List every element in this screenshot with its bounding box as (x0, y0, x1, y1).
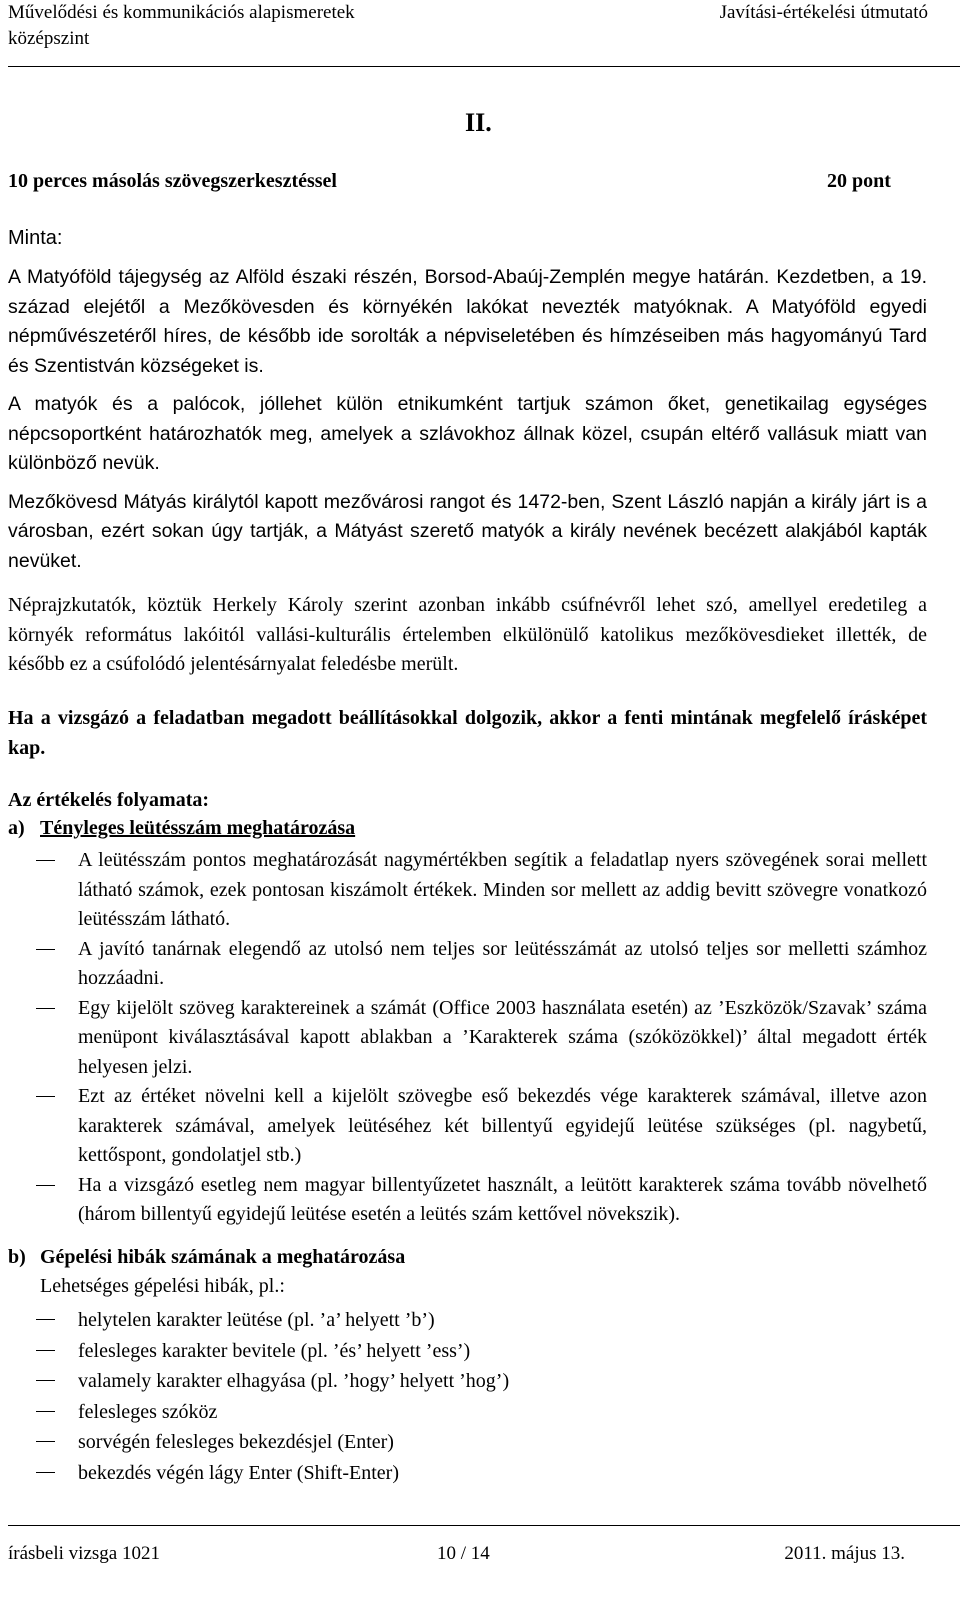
sample-paragraph: A Matyóföld tájegység az Alföld északi részén, Borsod-Abaúj-Zemplén megye határán. Kezdetben, a 19. század elejétől a Mezőkövesden és környékén lakókat nevezték matyóknak. A Matyóföld egyedi népművészetéről híres, de később ide sorolták a népviseletében és hímzéseiben más hagyományú Tard és Szentistván községeket is. (8, 266, 927, 377)
list-item (8, 994, 927, 1083)
list-item (8, 846, 927, 935)
dash-bullet-icon (36, 1411, 55, 1412)
list-item (8, 1305, 927, 1336)
list-item-text: felesleges szóköz (78, 1400, 218, 1423)
dash-bullet-icon (36, 1185, 55, 1186)
header-right: Javítási-értékelési útmutató (719, 2, 928, 23)
task-points: 20 pont (827, 170, 891, 192)
dash-bullet-icon (36, 949, 55, 950)
list-item-text: bekezdés végén lágy Enter (Shift-Enter) (78, 1461, 399, 1484)
list-item-text: valamely karakter elhagyása (pl. ’hogy’ helyett ’hog’) (78, 1370, 510, 1392)
page-number: 10 / 14 (437, 1543, 490, 1564)
sample-paragraph: A matyók és a palócok, jóllehet külön etnikumként tartjuk számon őket, genetikailag egységes népcsoportként határozhatók meg, amelyek a szlávokhoz állnak közel, csupán eltérő vallásuk miatt van különböző nevük. (8, 393, 927, 474)
section-b-heading (8, 1246, 405, 1269)
list-item (8, 935, 927, 994)
list-item (8, 1397, 927, 1428)
dash-bullet-icon (36, 1319, 55, 1320)
list-item-text: Ha a vizsgázó esetleg nem magyar billentyűzetet használt, a leütött karakterek száma tovább növelhető (három billentyű egyidejű leütése esetén a leütés szám kettővel növekszik). (78, 1173, 927, 1225)
footer-divider (8, 1525, 960, 1526)
list-item-text: sorvégén felesleges bekezdésjel (Enter) (78, 1431, 394, 1453)
list-item-text: Ezt az értéket növelni kell a kijelölt szövegbe eső bekezdés vége karakterek számával, illetve azon karakterek számával, amelyek leütéséhez két billentyű egyidejű leütése szükséges (pl. nagybetű, kettőspont, gondolatjel stb.) (78, 1085, 927, 1166)
section-number: II. (465, 108, 492, 137)
header-level: középszint (8, 28, 90, 49)
list-item-text: A javító tanárnak elegendő az utolsó nem teljes sor leütésszámát az utolsó teljes sor melletti számhoz hozzáadni. (78, 937, 927, 989)
sample-text (8, 263, 927, 576)
footer-exam: írásbeli vizsga 1021 (8, 1543, 160, 1564)
list-item-text: helytelen karakter leütése (pl. ’a’ helyett ’b’) (78, 1309, 435, 1331)
sample-paragraph: Mezőkövesd Mátyás királytól kapott mezővárosi rangot és 1472-ben, Szent László napján a király járt is a városban, ezért sokan úgy tartják, a Mátyást szerető matyók a király nevének becézett alakjából kapták nevüket. (8, 490, 927, 572)
evaluation-title: Az értékelés folyamata: (8, 789, 210, 811)
section-b-label: b) (8, 1246, 26, 1268)
dash-bullet-icon (36, 1096, 55, 1097)
task-title: 10 perces másolás szövegszerkesztéssel (8, 170, 337, 192)
settings-note (8, 704, 927, 763)
dash-bullet-icon (36, 1008, 55, 1009)
list-item (8, 1427, 927, 1458)
list-item (8, 1458, 927, 1489)
header-left (8, 0, 355, 52)
sample-label: Minta: (8, 227, 63, 249)
dash-bullet-icon (36, 1380, 55, 1381)
list-item-text: A leütésszám pontos meghatározását nagymértékben segítik a feladatlap nyers szövegének sorai mellett látható számok, ezek pontosan kiszámolt értékek. Minden sor mellett az addig bevitt szövegre vonatkozó leütésszám látható. (78, 849, 927, 930)
sample-last-paragraph (8, 591, 927, 680)
paragraph-text: Néprajzkutatók, köztük Herkely Károly szerint azonban inkább csúfnévről lehet szó, amellyel eredetileg a környék református lakóitól vallási-kulturális értelemben elkülönülő katolikus mezőkövesdieket illették, de később ez a csúfolódó jelentésárnyalat feledésbe merült. (8, 594, 927, 675)
list-item (8, 1171, 927, 1230)
header-subject: Művelődési és kommunikációs alapismeretek (8, 2, 355, 23)
dash-bullet-icon (36, 860, 55, 861)
dash-bullet-icon (36, 1441, 55, 1442)
list-item-text: felesleges karakter bevitele (pl. ’és’ helyett ’ess’) (78, 1339, 471, 1362)
list-item (8, 1082, 927, 1171)
list-item (8, 1336, 927, 1367)
section-b-list (8, 1305, 927, 1488)
dash-bullet-icon (36, 1472, 55, 1473)
header-divider (8, 66, 960, 67)
list-item (8, 1366, 927, 1397)
dash-bullet-icon (36, 1350, 55, 1351)
footer-date: 2011. május 13. (784, 1543, 905, 1564)
section-a-heading (8, 817, 355, 840)
section-a-title: Tényleges leütésszám meghatározása (40, 817, 356, 839)
note-text: Ha a vizsgázó a feladatban megadott beállításokkal dolgozik, akkor a fenti mintának megfelelő írásképet kap. (8, 707, 927, 759)
list-item-text: Egy kijelölt szöveg karaktereinek a számát (Office 2003 használata esetén) az ’Eszközök/Szavak’ száma menüpont kiválasztásával kapott ablakban a ’Karakterek száma (szóközökkel)’ által megadott érték helyesen jelzi. (78, 996, 927, 1078)
section-b-title: Gépelési hibák számának a meghatározása (40, 1246, 406, 1268)
section-a-label: a) (8, 817, 25, 839)
section-b-intro: Lehetséges gépelési hibák, pl.: (40, 1275, 285, 1297)
section-a-list (8, 846, 927, 1230)
